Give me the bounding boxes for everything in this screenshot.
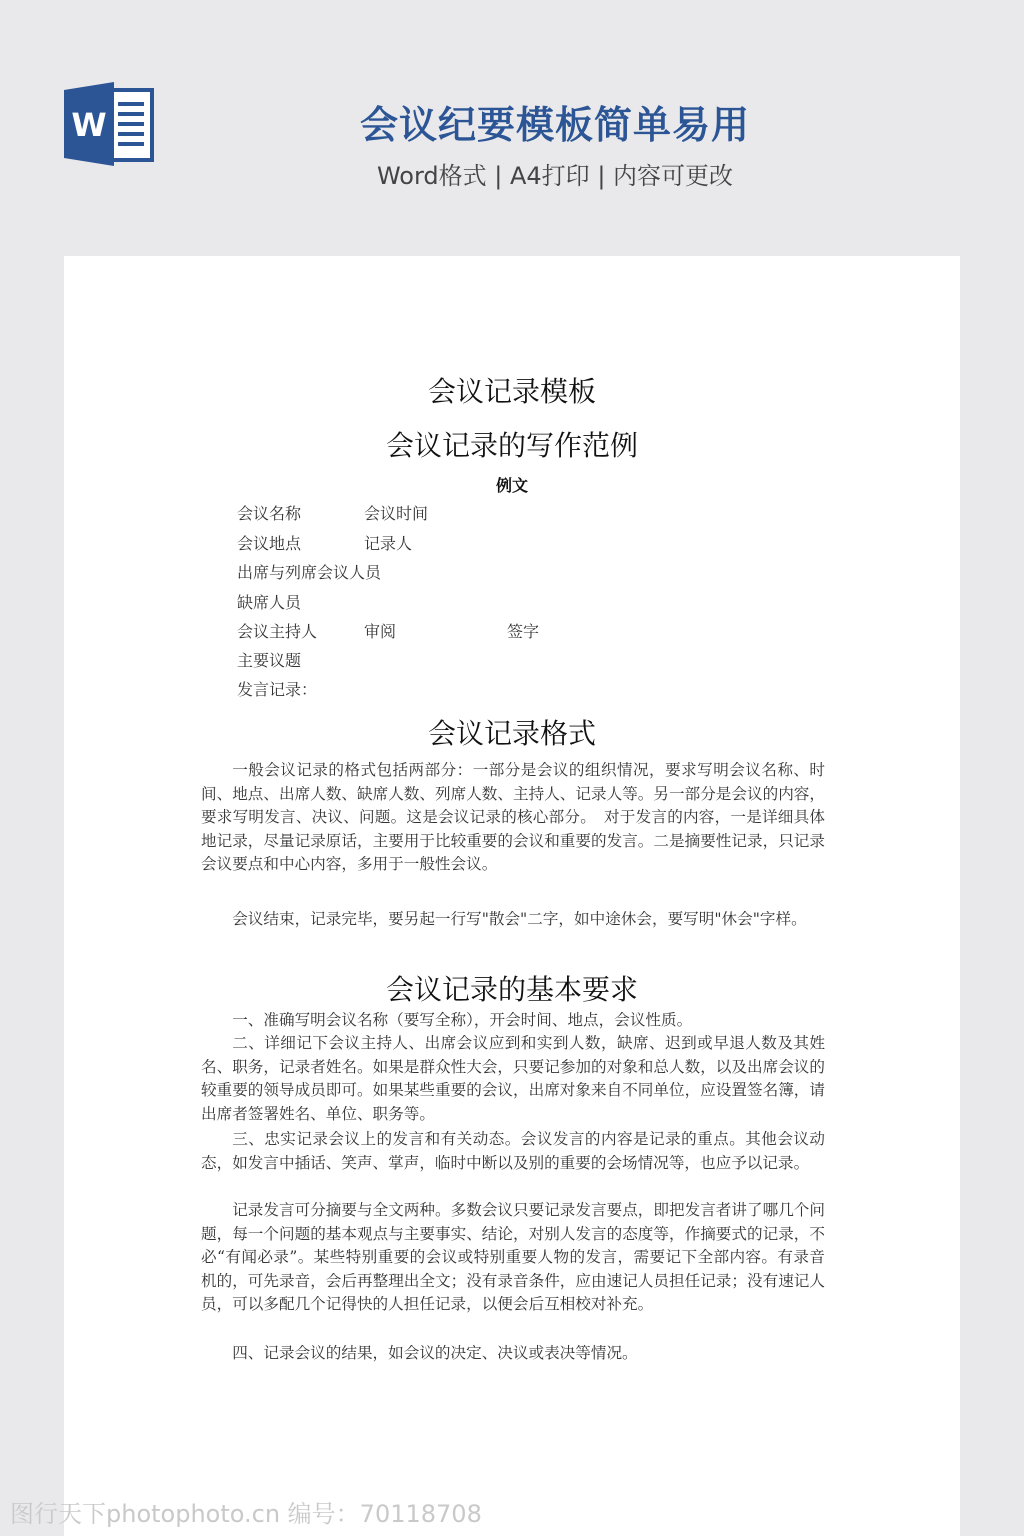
document-page <box>64 256 960 1536</box>
form-label: 发言记录： <box>237 680 318 699</box>
section-heading-requirements: 会议记录的基本要求 <box>385 973 638 1006</box>
banner-title: 会议纪要模板简单易用 <box>359 103 750 147</box>
form-label: 审阅 <box>364 622 397 641</box>
example-label: 例文 <box>495 476 528 495</box>
form-label: 主要议题 <box>237 651 302 670</box>
paragraph: 四、记录会议的结果，如会议的决定、决议或表决等情况。 <box>232 1344 638 1362</box>
form-label: 会议时间 <box>364 504 429 523</box>
watermark-text: 图行天下photophoto.cn 编号：70118708 <box>10 1500 482 1528</box>
doc-subtitle: 会议记录的写作范例 <box>385 429 638 462</box>
form-label: 签字 <box>507 622 540 641</box>
section-heading-format: 会议记录格式 <box>427 717 596 750</box>
word-icon <box>64 82 156 166</box>
paragraph: 会议结束，记录完毕，要另起一行写"散会"二字，如中途休会，要写明"休会"字样。 <box>232 910 807 928</box>
paragraph: 记录发言可分摘要与全文两种。多数会议只要记录发言要点，即把发言者讲了哪几个问题，每一个问题的基本观点与主要事实、结论，对别人发言的态度等，作摘要式的记录，不必“有闻必录”。某些特别重要的会议或特别重要人物的发言，需要记下全部内容。有录音机的，可先录音，会后再整理出全文；没有录音条件，应由速记人员担任记录；没有速记人员，可以多配几个记得快的人担任记录，以便会后互相校对补充。 <box>201 1201 825 1314</box>
word-icon-letter: W <box>71 106 107 144</box>
paragraph: 一、准确写明会议名称（要写全称），开会时间、地点，会议性质。 <box>232 1011 693 1029</box>
form-label: 会议名称 <box>237 504 302 523</box>
form-label: 会议地点 <box>237 534 302 553</box>
paragraph: 三、忠实记录会议上的发言和有关动态。会议发言的内容是记录的重点。其他会议动态，如发言中插话、笑声、掌声，临时中断以及别的重要的会场情况等，也应予以记录。 <box>201 1130 825 1172</box>
form-label: 出席与列席会议人员 <box>237 563 382 582</box>
banner-subtitle: Word格式 | A4打印 | 内容可更改 <box>376 162 734 190</box>
paragraph: 一般会议记录的格式包括两部分：一部分是会议的组织情况，要求写明会议名称、时间、地点、出席人数、缺席人数、列席人数、主持人、记录人等。另一部分是会议的内容，要求写明发言、决议、问题。这是会议记录的核心部分。 对于发言的内容，一是详细具体地记录，尽量记录原话，主要用于比较重要的会议和重要的发言。二是摘要性记录，只记录会议要点和中心内容，多用于一般性会议。 <box>201 761 825 874</box>
doc-title: 会议记录模板 <box>427 375 596 408</box>
form-label: 缺席人员 <box>237 593 302 612</box>
form-label: 记录人 <box>364 534 413 553</box>
paragraph: 二、详细记下会议主持人、出席会议应到和实到人数，缺席、迟到或早退人数及其姓名、职务，记录者姓名。如果是群众性大会，只要记参加的对象和总人数，以及出席会议的较重要的领导成员即可。如果某些重要的会议，出席对象来自不同单位，应设置签名簿，请出席者签署姓名、单位、职务等。 <box>201 1034 825 1123</box>
form-label: 会议主持人 <box>237 622 318 641</box>
